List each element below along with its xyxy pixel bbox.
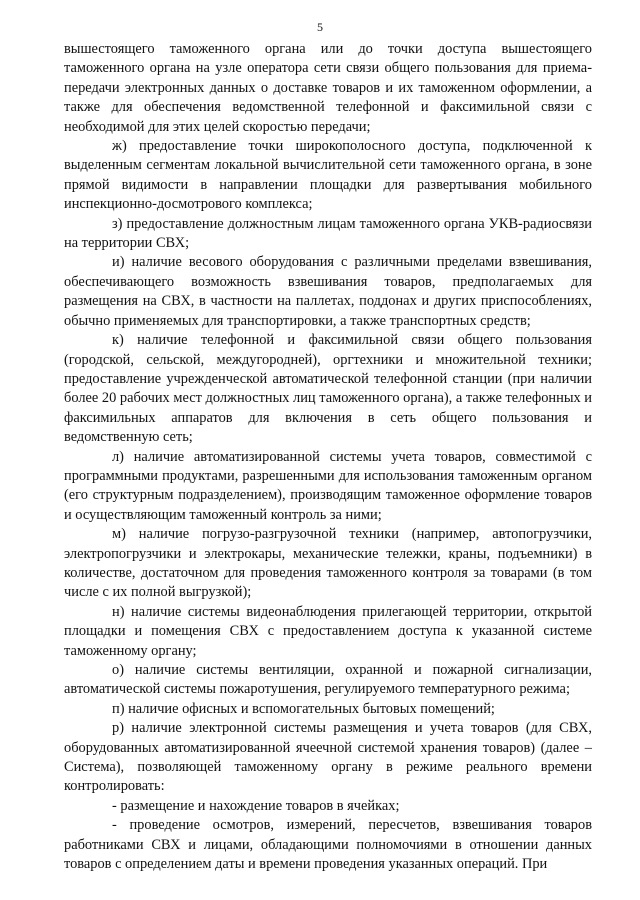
document-body bbox=[64, 40, 592, 874]
paragraph-z: з) предоставление должностным лицам таможенного органа УКВ-радиосвязи на территории СВХ; bbox=[64, 215, 592, 252]
paragraph-m: м) наличие погрузо-разгрузочной техники (например, автопогрузчики, электропогрузчики и электрокары, механические тележки, краны, подъемники) в количестве, достаточном для проведения таможенного контроля за товарами (в том числе с их полной выгрузкой); bbox=[64, 526, 592, 601]
paragraph-l: л) наличие автоматизированной системы учета товаров, совместимой с программными продуктами, разрешенными для использования таможенным органом (его структурным подразделением), производящим таможенное оформление товаров и осуществляющим таможенный контроль за ними; bbox=[64, 448, 592, 523]
paragraph-o: о) наличие системы вентиляции, охранной и пожарной сигнализации, автоматической системы пожаротушения, регулируемого температурного режима; bbox=[64, 662, 592, 698]
paragraph-p: п) наличие офисных и вспомогательных бытовых помещений; bbox=[112, 700, 495, 717]
paragraph-continuation: вышестоящего таможенного органа или до точки доступа вышестоящего таможенного органа на узле оператора сети связи общего пользования для приема-передачи электронных данных о доставке товаров и их таможенном оформлении, а также для обеспечения ведомственной телефонной и факсимильной связи с необходимой для этих целей скоростью передачи; bbox=[64, 41, 592, 135]
paragraph-n: н) наличие системы видеонаблюдения прилегающей территории, открытой площадки и помещения СВХ с предоставлением доступа к указанной системе таможенному органу; bbox=[64, 603, 592, 659]
paragraph-zh: ж) предоставление точки широкополосного доступа, подключенной к выделенным сегментам локальной вычислительной сети таможенного органа, в зоне прямой видимости в направлении площадки для развертывания мобильного инспекционно-досмотрового комплекса; bbox=[64, 138, 592, 213]
list-item-inspection: - проведение осмотров, измерений, пересчетов, взвешивания товаров работниками СВХ и лицами, обладающими полномочиями в отношении данных товаров с определением даты и времени проведения указанных операций. При bbox=[64, 817, 592, 873]
paragraph-i: и) наличие весового оборудования с различными пределами взвешивания, обеспечивающего возможность взвешивания товаров, предполагаемых для размещения на СВХ, в частности на паллетах, поддонах и других приспособлениях, обычно применяемых для транспортировки, а также транспортных средств; bbox=[64, 254, 592, 329]
paragraph-r: р) наличие электронной системы размещения и учета товаров (для СВХ, оборудованных автоматизированной ячеечной системой хранения товаров) (далее – Система), позволяющей таможенному органу в режиме реального времени контролировать: bbox=[64, 720, 592, 795]
paragraph-k: к) наличие телефонной и факсимильной связи общего пользования (городской, сельской, междугородней), оргтехники и множительной техники; предоставление учрежденческой автоматической телефонной станции (при наличии более 20 рабочих мест должностных лиц таможенного органа), а также телефонных и факсимильных аппаратов для включения в сеть общего пользования и ведомственную сеть; bbox=[64, 332, 592, 446]
page-number: 5 bbox=[317, 20, 323, 34]
list-item-placement: - размещение и нахождение товаров в ячейках; bbox=[112, 797, 400, 814]
